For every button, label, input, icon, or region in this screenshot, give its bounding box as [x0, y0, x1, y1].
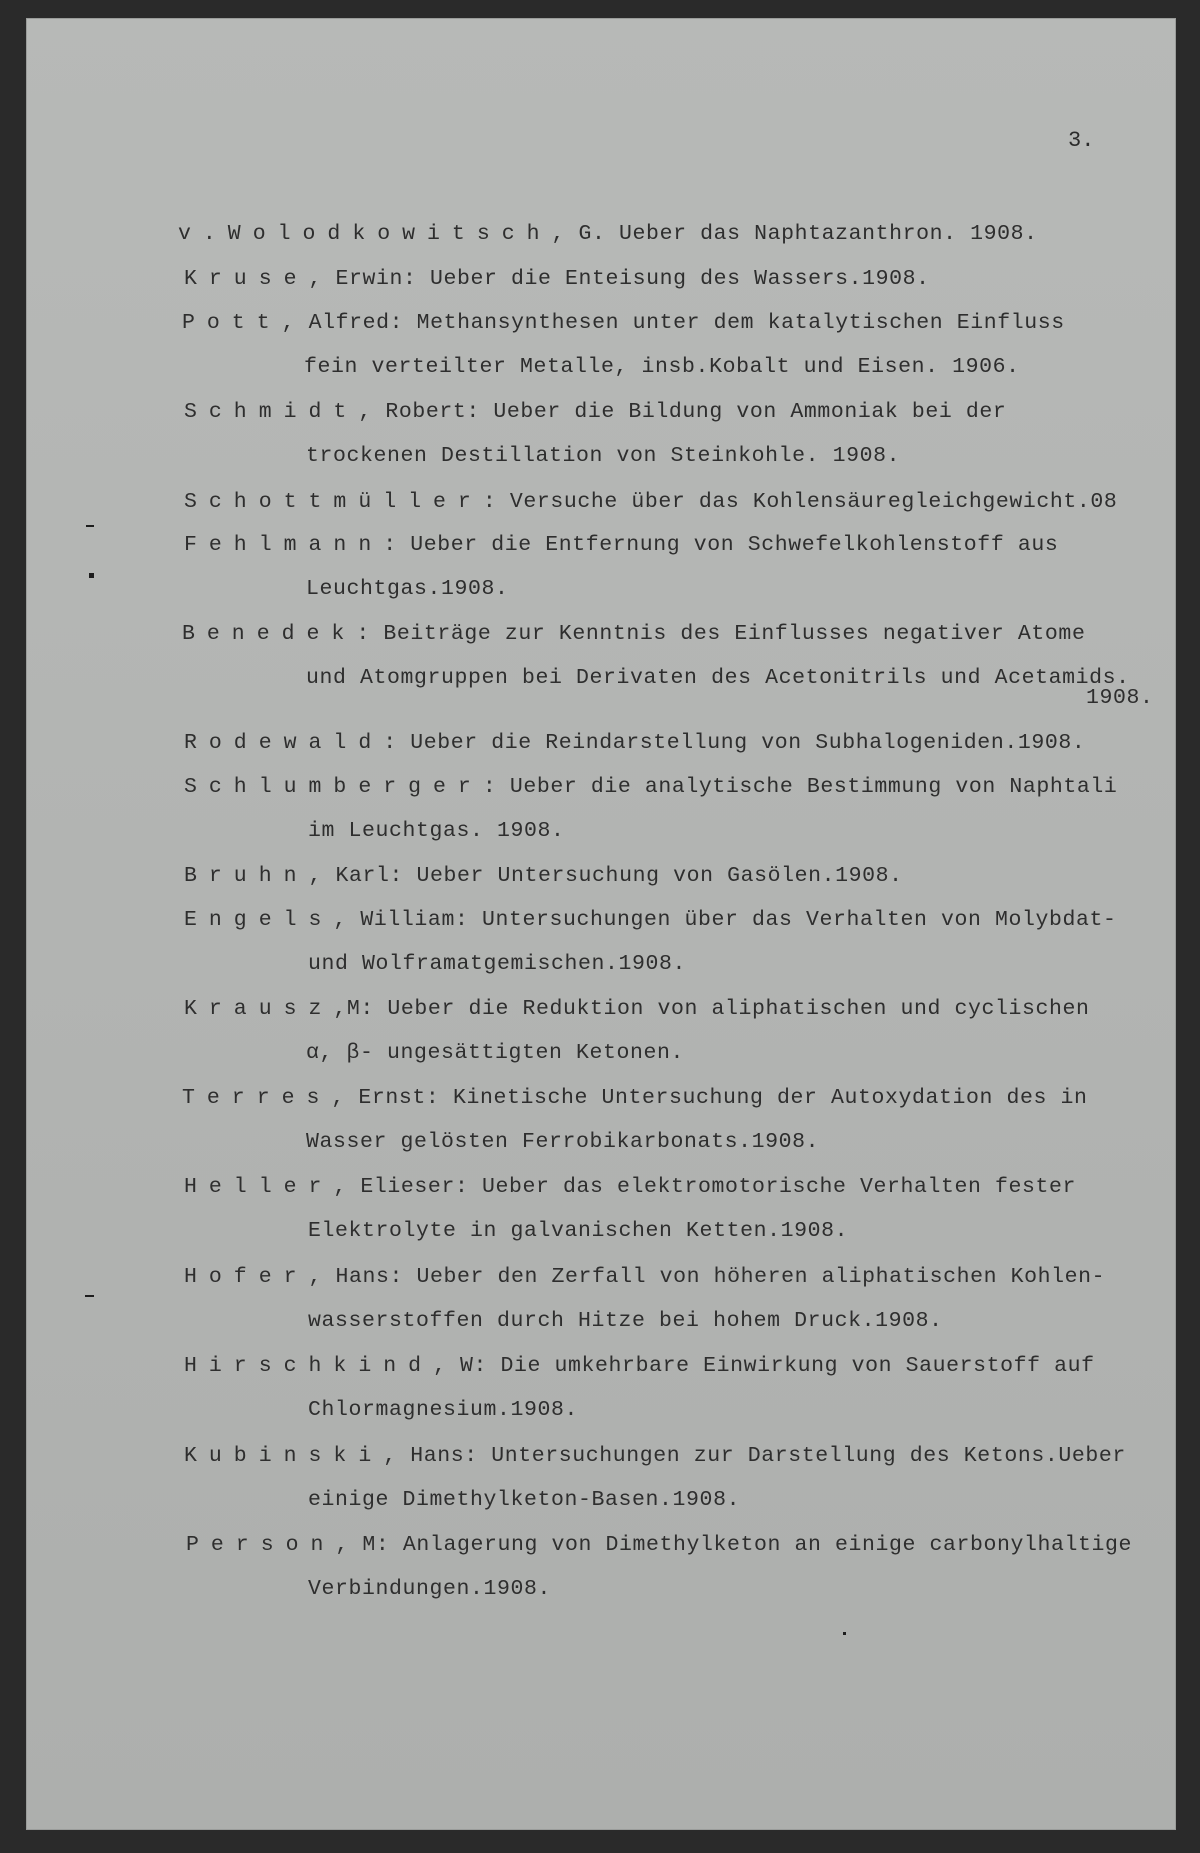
entry-text: , W: Die umkehrbare Einwirkung von Sauerstoff auf — [433, 1354, 1095, 1378]
bibliography-entry — [184, 1175, 1077, 1247]
entry-continuation: Verbindungen.1908. — [308, 1577, 552, 1601]
entry-continuation: einige Dimethylketon-Basen.1908. — [308, 1488, 741, 1512]
entry-author: Heller — [184, 1175, 334, 1199]
entry-text: , Karl: Ueber Untersuchung von Gasölen.1908. — [308, 864, 903, 888]
entry-text: , Hans: Ueber den Zerfall von höheren aliphatischen Kohlen- — [308, 1265, 1106, 1289]
bibliography-entry — [178, 222, 1038, 270]
margin-mark — [86, 525, 94, 527]
entry-author: Kruse — [184, 267, 309, 291]
entry-author: Schmidt — [184, 400, 359, 424]
entry-text: : Ueber die Entfernung von Schwefelkohlenstoff aus — [383, 533, 1059, 557]
margin-mark — [843, 1632, 846, 1635]
entry-author: Benedek — [182, 622, 357, 646]
bibliography-entry — [184, 533, 1059, 605]
entry-author: Fehlmann — [184, 533, 384, 557]
bibliography-entry — [184, 1444, 1126, 1516]
entry-author: Person — [186, 1533, 336, 1557]
entry-author: Bruhn — [184, 864, 309, 888]
entry-continuation: und Wolframatgemischen.1908. — [308, 952, 687, 976]
entry-continuation: fein verteilter Metalle, insb.Kobalt und Eisen. 1906. — [304, 355, 1020, 379]
entry-author: Schlumberger — [184, 775, 483, 799]
entry-text: , M: Anlagerung von Dimethylketon an einige carbonylhaltige — [335, 1533, 1133, 1557]
entry-text: : Ueber die Reindarstellung von Subhalogeniden.1908. — [383, 731, 1086, 755]
bibliography-entry — [182, 622, 1154, 718]
bibliography-entry — [182, 1086, 1088, 1158]
entry-author: Krausz — [184, 997, 334, 1021]
entry-text: , Alfred: Methansynthesen unter dem katalytischen Einfluss — [281, 311, 1065, 335]
entry-text: , Elieser: Ueber das elektromotorische Verhalten fester — [333, 1175, 1077, 1199]
entry-author: Hofer — [184, 1265, 309, 1289]
entry-text: : Versuche über das Kohlensäuregleichgewicht.08 — [482, 490, 1118, 514]
entry-text: , William: Untersuchungen über das Verhalten von Molybdat- — [333, 908, 1117, 932]
entry-continuation: α, β- ungesättigten Ketonen. — [306, 1041, 685, 1065]
entry-continuation: wasserstoffen durch Hitze bei hohem Druck.1908. — [308, 1309, 943, 1333]
entry-continuation: und Atomgruppen bei Derivaten des Acetonitrils und Acetamids. — [306, 666, 1130, 690]
bibliography-entry — [184, 864, 903, 912]
entry-continuation: im Leuchtgas. 1908. — [308, 819, 565, 843]
entry-author: Schottmüller — [184, 490, 483, 514]
entry-author: Kubinski — [184, 1444, 384, 1468]
bibliography-entry — [184, 490, 1118, 538]
margin-mark — [85, 1295, 94, 1297]
bibliography-entry — [184, 1354, 1095, 1426]
entry-continuation: Leuchtgas.1908. — [306, 577, 509, 601]
entry-author: Pott — [182, 311, 282, 335]
entry-continuation: Chlormagnesium.1908. — [308, 1398, 579, 1422]
page-number: 3. — [1068, 128, 1095, 153]
entry-year: 1908. — [1086, 686, 1154, 710]
entry-author: Hirschkind — [184, 1354, 434, 1378]
entry-continuation: Wasser gelösten Ferrobikarbonats.1908. — [306, 1130, 820, 1154]
bibliography-entry — [184, 908, 1117, 980]
entry-author: v.Wolodkowitsch — [178, 222, 552, 246]
entry-text: : Ueber die analytische Bestimmung von Naphtali — [482, 775, 1118, 799]
bibliography-entry — [184, 400, 1007, 472]
entry-continuation: Elektrolyte in galvanischen Ketten.1908. — [308, 1219, 849, 1243]
bibliography-entry — [184, 997, 1090, 1069]
bibliography-entry — [186, 1533, 1133, 1605]
bibliography-entry — [184, 775, 1118, 847]
entry-text: , Erwin: Ueber die Enteisung des Wassers.1908. — [308, 267, 930, 291]
bibliography-entry — [184, 267, 930, 315]
entry-author: Engels — [184, 908, 334, 932]
bibliography-entry — [184, 731, 1086, 779]
entry-text: , G. Ueber das Naphtazanthron. 1908. — [551, 222, 1038, 246]
bibliography-entry — [182, 311, 1065, 383]
entry-text: , Hans: Untersuchungen zur Darstellung des Ketons.Ueber — [383, 1444, 1126, 1468]
entry-continuation: trockenen Destillation von Steinkohle. 1908. — [306, 444, 901, 468]
entry-text: ,M: Ueber die Reduktion von aliphatischen und cyclischen — [333, 997, 1090, 1021]
margin-mark — [89, 573, 94, 578]
bibliography-entry — [184, 1265, 1106, 1337]
entry-author: Terres — [182, 1086, 332, 1110]
entry-author: Rodewald — [184, 731, 384, 755]
entry-text: , Ernst: Kinetische Untersuchung der Autoxydation des in — [331, 1086, 1088, 1110]
entry-text: , Robert: Ueber die Bildung von Ammoniak bei der — [358, 400, 1007, 424]
entry-text: : Beiträge zur Kenntnis des Einflusses negativer Atome — [356, 622, 1086, 646]
